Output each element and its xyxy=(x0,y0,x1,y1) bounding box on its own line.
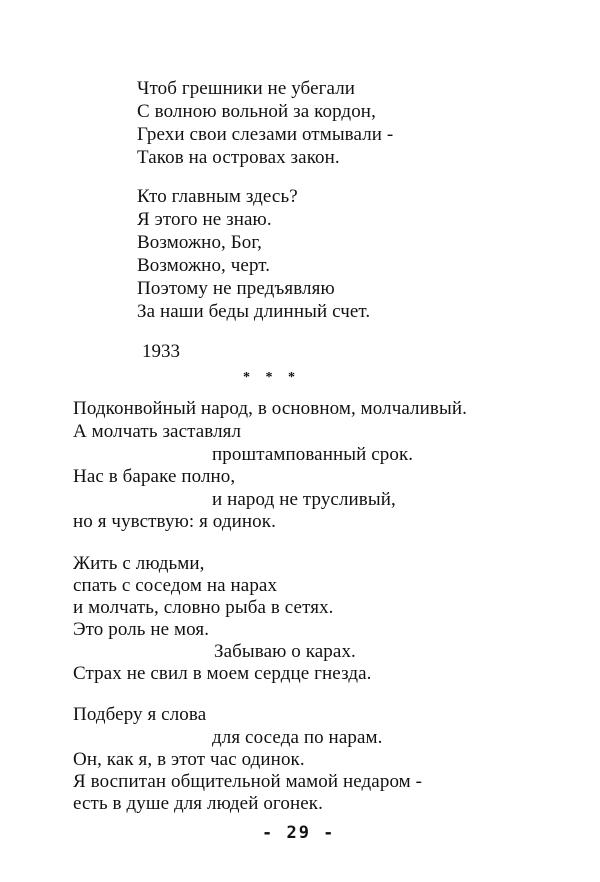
section-separator: * * * xyxy=(243,370,301,385)
poem-line: Подберу я слова xyxy=(73,704,207,725)
poem-line: Он, как я, в этот час одинок. xyxy=(73,749,305,770)
poem-line: Возможно, Бог, xyxy=(137,232,262,253)
poem-line: спать с соседом на нарах xyxy=(73,575,278,596)
poem-line-indented: проштампованный срок. xyxy=(212,444,414,465)
poem-line: Кто главным здесь? xyxy=(137,186,298,207)
poem-line: Страх не свил в моем сердце гнезда. xyxy=(73,663,372,684)
poem-line: и молчать, словно рыба в сетях. xyxy=(73,597,334,618)
poem-line-indented: и народ не трусливый, xyxy=(212,489,396,510)
poem-line: А молчать заставлял xyxy=(73,421,242,442)
poem-line: Подконвойный народ, в основном, молчаливый. xyxy=(73,398,467,419)
poem-line: С волною вольной за кордон, xyxy=(137,101,376,122)
poem-line: Чтоб грешники не убегали xyxy=(137,78,356,99)
poem-line: Таков на островах закон. xyxy=(137,147,340,168)
poem-line: Я воспитан общительной мамой недаром - xyxy=(73,771,423,792)
poem-line: Нас в бараке полно, xyxy=(73,466,236,487)
poem-year: 1933 xyxy=(142,341,180,362)
poem-line: есть в душе для людей огонек. xyxy=(73,793,323,814)
poem-line: Жить с людьми, xyxy=(73,553,205,574)
poem-line: Грехи свои слезами отмывали - xyxy=(137,124,394,145)
poem-line: Я этого не знаю. xyxy=(137,209,272,230)
poem-line-indented: для соседа по нарам. xyxy=(212,727,383,748)
poem-line: За наши беды длинный счет. xyxy=(137,301,371,322)
poem-line: Это роль не моя. xyxy=(73,619,210,640)
page-number: - 29 - xyxy=(262,823,336,843)
poem-line: но я чувствую: я одинок. xyxy=(73,511,276,532)
poem-line: Поэтому не предъявляю xyxy=(137,278,335,299)
poem-line-indented: Забываю о карах. xyxy=(214,641,356,662)
poem-line: Возможно, черт. xyxy=(137,255,271,276)
